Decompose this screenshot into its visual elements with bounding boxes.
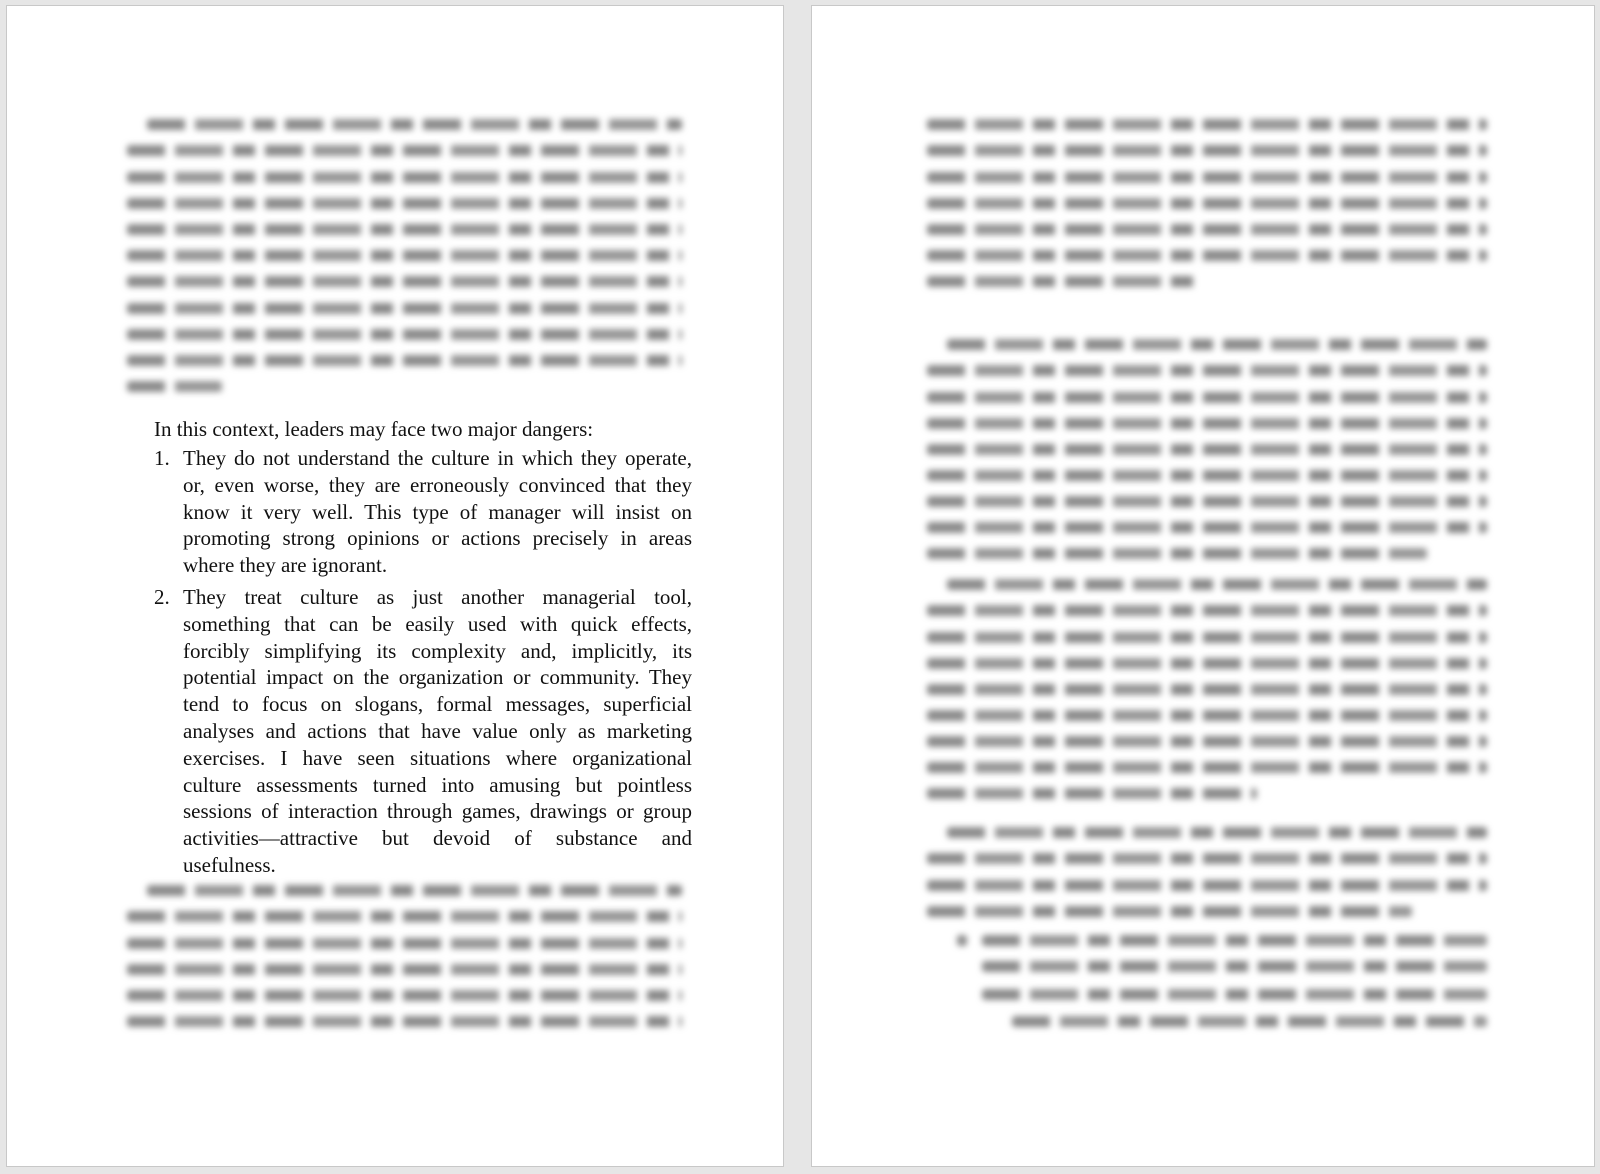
list-number: 2.: [154, 584, 170, 609]
blurred-paragraph-top: [7, 116, 783, 406]
blurred-paragraph-4: [812, 824, 1594, 924]
list-item-text: They treat culture as just another managerial tool, something that can be easily used with quick effects, forcibly simplifying its complexity and, implicitly, its potential impact on the organization or community. They tend to focus on slogans, formal messages, superficial analyses and actions that have value only as marketing exercises. I have seen situations where organizational culture assessments turned into amusing but pointless sessions of interaction through games, drawings or group activities—attractive but devoid of substance and usefulness.: [183, 584, 692, 877]
dangers-list: [154, 445, 692, 884]
list-item: [154, 445, 692, 579]
blurred-paragraph-bottom: [7, 882, 783, 1042]
list-number: 1.: [154, 446, 170, 470]
list-item: [154, 584, 692, 879]
list-item-text: They do not understand the culture in which they operate, or, even worse, they are erroneously convinced that they know it very well. This type of manager will insist on promoting strong opinions or actions precisely in areas where they are ignorant.: [183, 446, 692, 578]
blurred-paragraph-1: [812, 116, 1594, 316]
page-left: [6, 5, 784, 1167]
blurred-paragraph-3: [812, 576, 1594, 806]
page-right: [811, 5, 1595, 1167]
blurred-paragraph-2: [812, 336, 1594, 566]
blurred-bullet-list: [812, 932, 1594, 1052]
intro-sentence: In this context, leaders may face two major dangers:: [154, 413, 692, 443]
